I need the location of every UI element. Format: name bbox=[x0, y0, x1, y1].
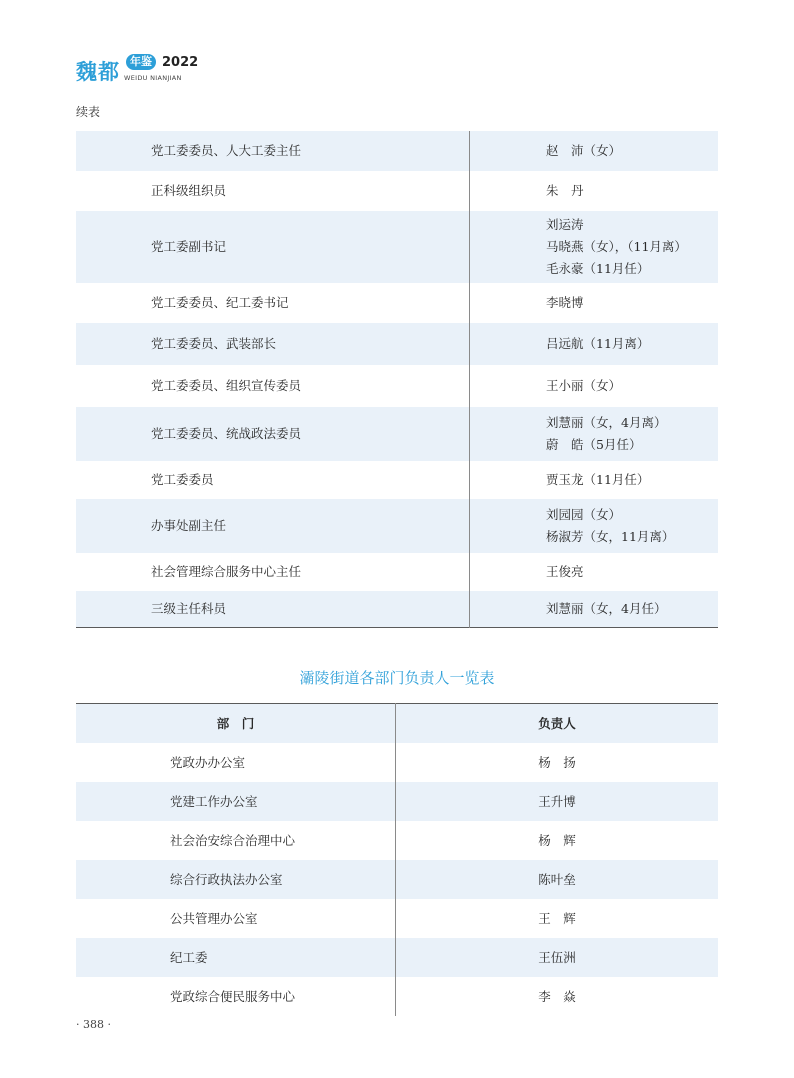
person-cell: 王伍洲 bbox=[396, 938, 719, 977]
table-row bbox=[76, 365, 718, 407]
position-cell: 党工委副书记 bbox=[76, 211, 470, 283]
table-row bbox=[76, 499, 718, 553]
table-row bbox=[76, 553, 718, 591]
position-cell: 党工委委员、人大工委主任 bbox=[76, 131, 470, 171]
table-row bbox=[76, 782, 718, 821]
department-table-title: 灞陵街道各部门负责人一览表 bbox=[299, 669, 495, 687]
table-row bbox=[76, 977, 718, 1016]
table-row bbox=[76, 131, 718, 171]
logo-main-text: 魏都 bbox=[76, 60, 120, 84]
table-row bbox=[76, 938, 718, 977]
person-cell: 王升博 bbox=[396, 782, 719, 821]
table-row bbox=[76, 821, 718, 860]
position-cell: 社会管理综合服务中心主任 bbox=[76, 553, 470, 591]
logo-year: 2022 bbox=[162, 55, 199, 70]
names-cell: 刘运涛 马晓燕（女），（11月离） 毛永豪（11月任） bbox=[470, 211, 719, 283]
table-row bbox=[76, 171, 718, 211]
names-cell: 王小丽（女） bbox=[546, 378, 622, 393]
position-cell: 正科级组织员 bbox=[76, 171, 470, 211]
person-cell: 杨 扬 bbox=[538, 754, 576, 770]
table-header-row bbox=[76, 704, 718, 744]
department-heads-table bbox=[76, 703, 718, 1016]
person-cell: 王 辉 bbox=[538, 910, 576, 926]
yearbook-logo bbox=[76, 54, 276, 88]
position-cell: 党工委委员、武装部长 bbox=[76, 323, 470, 365]
position-cell: 党工委委员、统战政法委员 bbox=[76, 407, 470, 461]
person-cell: 陈叶垒 bbox=[396, 860, 719, 899]
names-cell: 赵 沛（女） bbox=[470, 131, 719, 171]
dept-cell: 公共管理办公室 bbox=[76, 899, 396, 938]
table-row bbox=[76, 407, 718, 461]
person-column-header: 负责人 bbox=[396, 704, 719, 744]
logo-subtitle: WEIDU NIANJIAN bbox=[124, 74, 182, 82]
officials-table bbox=[76, 131, 718, 628]
table-row bbox=[76, 899, 718, 938]
person-cell: 李 焱 bbox=[538, 988, 576, 1004]
table-row bbox=[76, 211, 718, 283]
dept-column-header: 部 门 bbox=[76, 704, 396, 744]
person-cell: 杨 辉 bbox=[538, 832, 576, 848]
dept-cell: 党建工作办公室 bbox=[76, 782, 396, 821]
names-cell: 朱 丹 bbox=[546, 183, 584, 198]
table-row bbox=[76, 283, 718, 323]
table-row bbox=[76, 461, 718, 499]
dept-cell: 党政办办公室 bbox=[76, 743, 396, 782]
position-cell: 办事处副主任 bbox=[76, 499, 470, 553]
continued-label: 续表 bbox=[76, 105, 101, 119]
names-cell: 刘慧丽（女，4月离） 蔚 皓（5月任） bbox=[470, 407, 719, 461]
page-number: · 388 · bbox=[76, 1018, 111, 1031]
table-row bbox=[76, 743, 718, 782]
dept-cell: 纪工委 bbox=[76, 938, 396, 977]
names-cell: 吕远航（11月离） bbox=[470, 323, 719, 365]
names-cell: 刘园园（女） 杨淑芳（女，11月离） bbox=[470, 499, 719, 553]
position-cell: 党工委委员、组织宣传委员 bbox=[76, 365, 470, 407]
names-cell: 贾玉龙（11月任） bbox=[546, 472, 650, 487]
names-cell: 李晓博 bbox=[546, 295, 584, 310]
table-row bbox=[76, 323, 718, 365]
position-cell: 党工委委员、纪工委书记 bbox=[76, 283, 470, 323]
position-cell: 党工委委员 bbox=[76, 461, 470, 499]
dept-cell: 党政综合便民服务中心 bbox=[76, 977, 396, 1016]
dept-cell: 综合行政执法办公室 bbox=[76, 860, 396, 899]
names-cell: 王俊亮 bbox=[546, 564, 584, 579]
position-cell: 三级主任科员 bbox=[76, 591, 470, 627]
logo-badge: 年鉴 bbox=[126, 54, 156, 70]
names-cell: 刘慧丽（女，4月任） bbox=[470, 591, 719, 627]
dept-cell: 社会治安综合治理中心 bbox=[76, 821, 396, 860]
table-row bbox=[76, 860, 718, 899]
table-row bbox=[76, 591, 718, 627]
